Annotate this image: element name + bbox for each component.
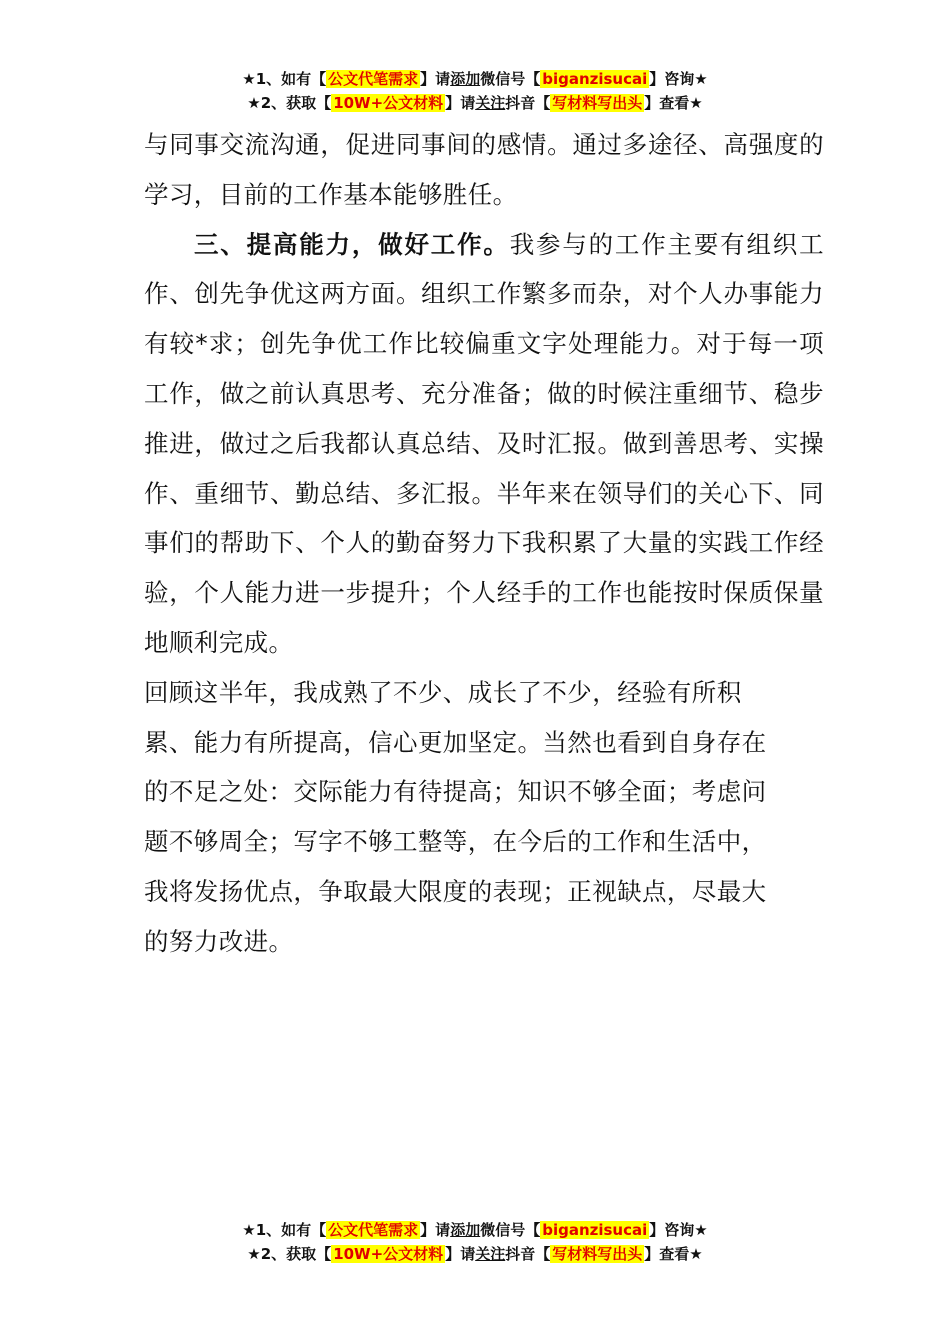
highlight-douyin-id: 写材料写出头 xyxy=(552,1245,643,1263)
banner-line-2: ★2、获取【 10W+公文材料 】请关注抖音【 写材料写出头 】查看★ xyxy=(247,94,703,112)
highlight-materials: 10W+公文材料 xyxy=(333,1245,444,1263)
highlight-service: 公文代笔需求 xyxy=(328,1221,419,1239)
paragraph-1: 与同事交流沟通，促进同事间的感情。通过多途径、高强度的学习，目前的工作基本能够胜任。 xyxy=(144,130,824,209)
paragraph-3-line-5: 我将发扬优点，争取最大限度的表现；正视缺点，尽最大 xyxy=(144,876,767,906)
highlight-materials: 10W+公文材料 xyxy=(333,94,444,112)
banner-line-2: ★2、获取【 10W+公文材料 】请关注抖音【 写材料写出头 】查看★ xyxy=(247,1245,703,1263)
paragraph-3-line-4: 题不够周全；写字不够工整等，在今后的工作和生活中， xyxy=(144,827,767,857)
highlight-service: 公文代笔需求 xyxy=(328,70,419,88)
highlight-wechat-id: biganzisucai xyxy=(542,70,648,88)
highlight-wechat-id: biganzisucai xyxy=(542,1221,648,1239)
footer-ad-banner xyxy=(0,1218,950,1266)
paragraph-3-line-6: 的努力改进。 xyxy=(144,926,294,956)
paragraph-3-line-1: 回顾这半年，我成熟了不少、成长了不少，经验有所积 xyxy=(144,677,742,707)
paragraph-3-line-3: 的不足之处：交际能力有待提高；知识不够全面；考虑问 xyxy=(144,777,767,807)
document-body xyxy=(144,120,824,967)
banner-line-1: ★1、如有【 公文代笔需求 】请添加微信号【 biganzisucai 】咨询★ xyxy=(242,1221,708,1239)
section-heading: 三、提高能力，做好工作。 xyxy=(194,229,510,259)
paragraph-2: 三、提高能力，做好工作。我参与的工作主要有组织工作、创先争优这两方面。组织工作繁多而杂，对个人办事能力有较*求；创先争优工作比较偏重文字处理能力。对于每一项工作，做之前认真思考、充分准备；做的时候注重细节、稳步推进，做过之后我都认真总结、及时汇报。做到善思考、实操作、重细节、勤总结、多汇报。半年来在领导们的关心下、同事们的帮助下、个人的勤奋努力下我积累了大量的实践工作经验，个人能力进一步提升；个人经手的工作也能按时保质保量地顺利完成。 xyxy=(144,229,824,657)
paragraph-3-line-2: 累、能力有所提高，信心更加坚定。当然也看到自身存在 xyxy=(144,727,767,757)
header-ad-banner xyxy=(0,67,950,115)
highlight-douyin-id: 写材料写出头 xyxy=(552,94,643,112)
banner-line-1: ★1、如有【 公文代笔需求 】请添加微信号【 biganzisucai 】咨询★ xyxy=(242,70,708,88)
